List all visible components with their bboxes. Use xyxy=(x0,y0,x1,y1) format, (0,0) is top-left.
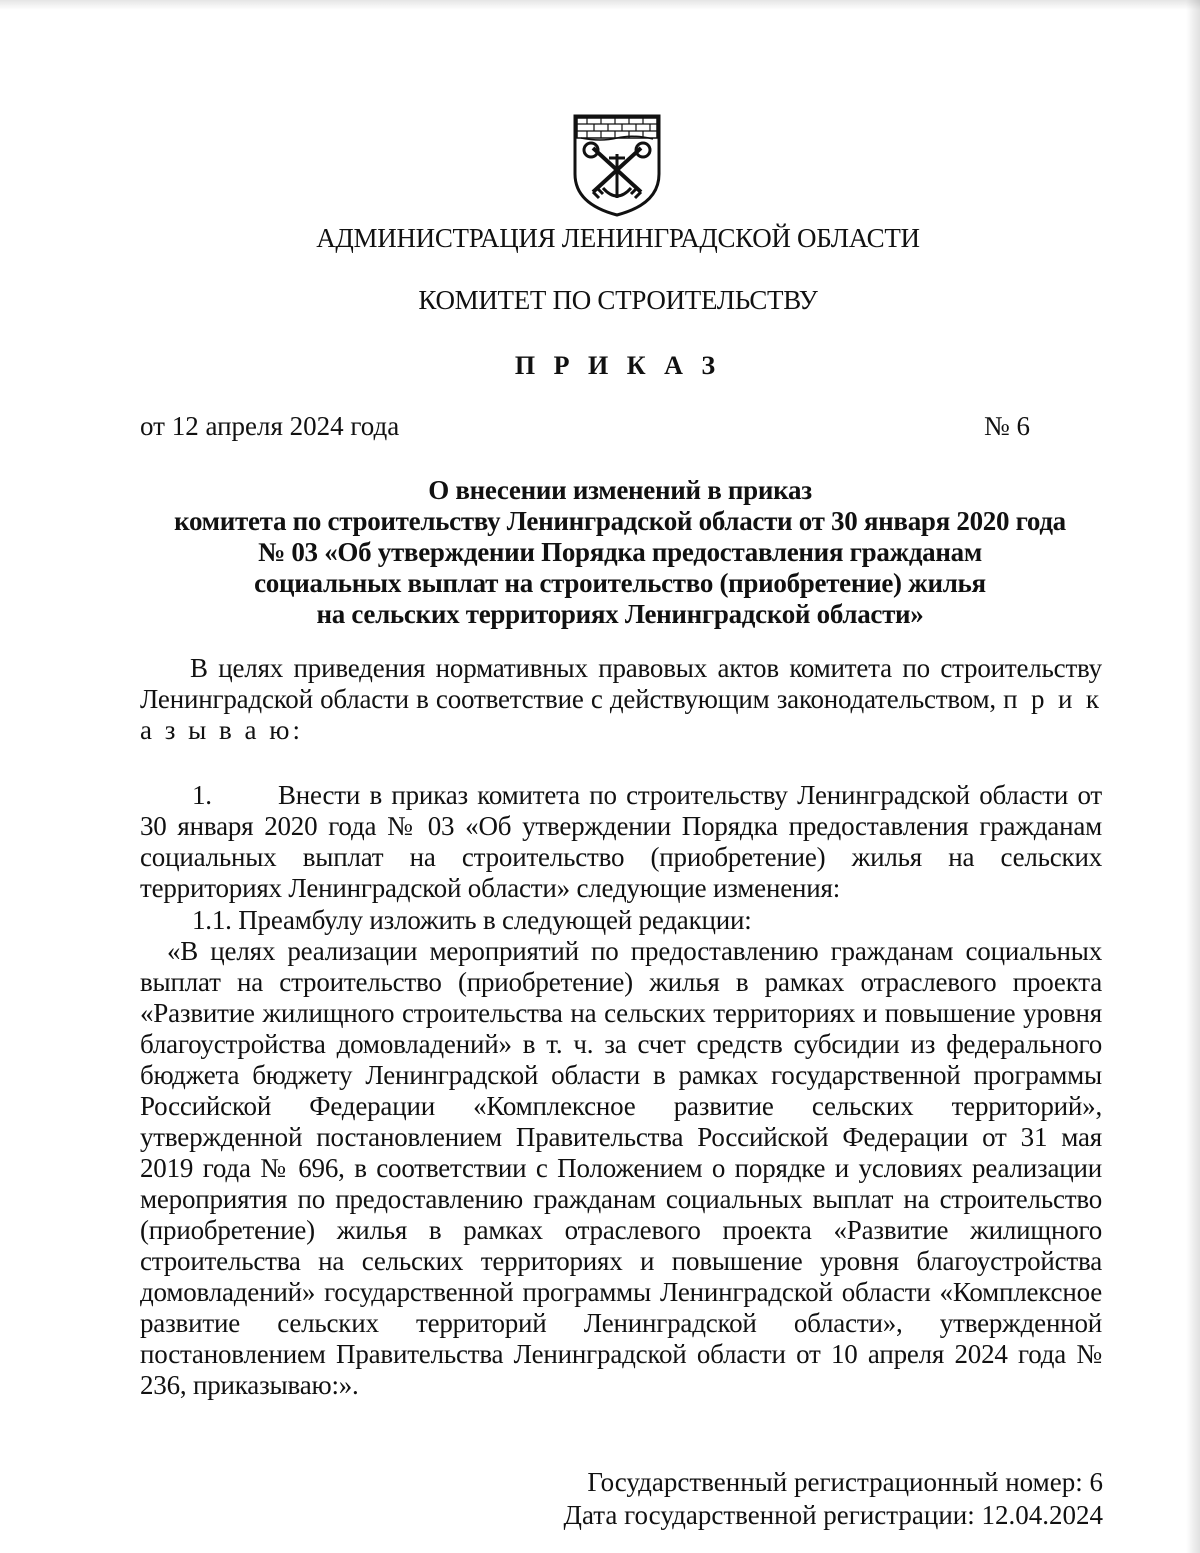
administration-heading: АДМИНИСТРАЦИЯ ЛЕНИНГРАДСКОЙ ОБЛАСТИ xyxy=(316,223,920,253)
subject-line: № 03 «Об утверждении Порядка предоставления гражданам xyxy=(258,537,982,567)
subject-line: на сельских территориях Ленинградской области» xyxy=(316,599,924,629)
subject-line: комитета по строительству Ленинградской области от 30 января 2020 года xyxy=(174,506,1066,536)
subject-line: социальных выплат на строительство (приобретение) жилья xyxy=(254,568,986,598)
coat-of-arms-icon xyxy=(571,112,663,218)
document-type-title: П Р И К А З xyxy=(514,351,722,380)
order-subject xyxy=(140,475,1100,630)
order-verb: п р и к а з ы в а ю: xyxy=(140,684,1102,745)
item-1-paragraph xyxy=(140,780,1102,904)
scan-shadow-top xyxy=(0,0,1200,10)
subject-line: О внесении изменений в приказ xyxy=(428,475,812,505)
order-number: № 6 xyxy=(983,411,1030,441)
registration-number: Государственный регистрационный номер: 6 xyxy=(587,1467,1103,1497)
intro-text: В целях приведения нормативных правовых актов комитета по строительству Ленинградской области в соответствие с действующим законодательством, xyxy=(140,653,1102,714)
preamble-quote-paragraph: «В целях реализации мероприятий по предоставлению гражданам социальных выплат на строительство (приобретение) жилья в рамках отраслевого проекта «Развитие жилищного строительства на сельских территориях и повышение уровня благоустройства домовладений» в т. ч. за счет средств субсидии из федерального бюджета бюджету Ленинградской области в рамках государственной программы Российской Федерации «Комплексное развитие сельских территорий», утвержденной постановлением Правительства Российской Федерации от 31 мая 2019 года № 696, в соответствии с Положением о порядке и условиях реализации мероприятия по предоставлению гражданам социальных выплат на строительство (приобретение) жилья в рамках отраслевого проекта «Развитие жилищного строительства на сельских территориях и повышение уровня благоустройства домовладений» государственной программы Ленинградской области «Комплексное развитие сельских территорий Ленинградской области», утвержденной постановлением Правительства Ленинградской области от 10 апреля 2024 года № 236, приказываю:». xyxy=(140,936,1102,1400)
committee-heading: КОМИТЕТ ПО СТРОИТЕЛЬСТВУ xyxy=(418,285,818,315)
date-number-row xyxy=(140,410,1030,444)
registration-block xyxy=(564,1466,1103,1532)
item-1-text: Внести в приказ комитета по строительству Ленинградской области от 30 января 2020 года № 03 «Об утверждении Порядка предоставления гражданам социальных выплат на строительство (приобретение) жилья на сельских территориях Ленинградской области» следующие изменения: xyxy=(140,780,1102,903)
order-date: от 12 апреля 2024 года xyxy=(140,411,400,441)
intro-paragraph xyxy=(140,653,1102,746)
item-1-1-paragraph: 1.1. Преамбулу изложить в следующей редакции: xyxy=(192,905,752,935)
item-1-number: 1. xyxy=(192,780,212,810)
registration-date: Дата государственной регистрации: 12.04.2024 xyxy=(563,1500,1103,1530)
